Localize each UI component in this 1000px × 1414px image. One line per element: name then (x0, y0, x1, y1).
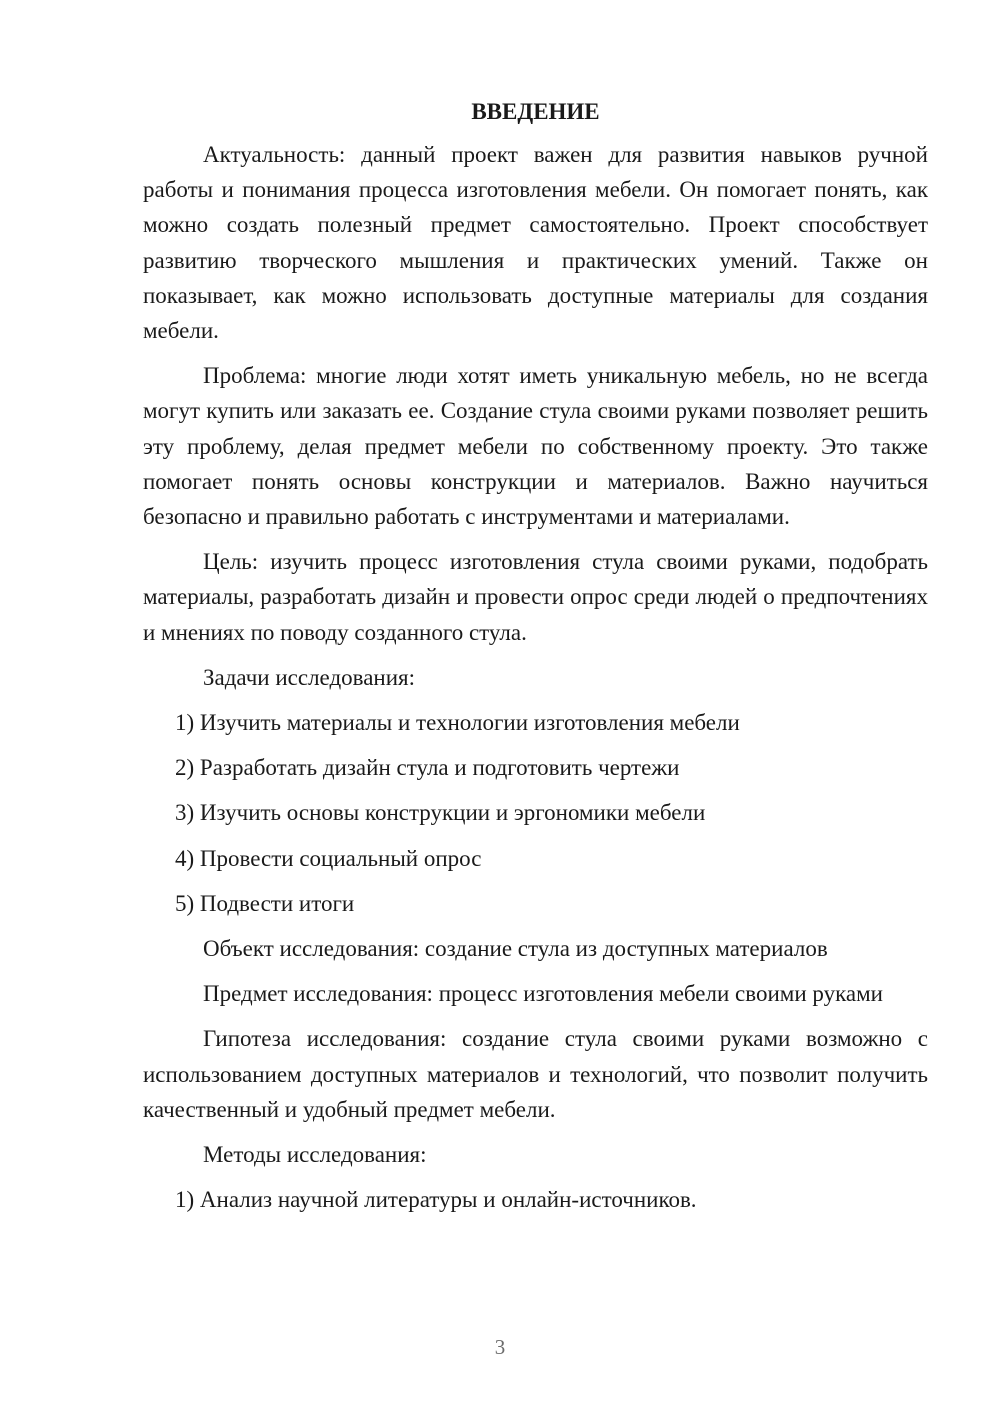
page-number: 3 (494, 1335, 506, 1359)
methods-list (143, 1182, 928, 1217)
goal-paragraph: Цель: изучить процесс изготовления стула своими руками, подобрать материалы, разработать дизайн и провести опрос среди людей о предпочтениях и мнениях по поводу созданного стула. (143, 549, 928, 645)
task-item: 1) Изучить материалы и технологии изготовления мебели (175, 710, 740, 736)
subject-paragraph: Предмет исследования: процесс изготовления мебели своими руками (203, 981, 883, 1007)
tasks-list (143, 705, 928, 921)
task-item: 2) Разработать дизайн стула и подготовить чертежи (175, 755, 680, 781)
task-item: 4) Провести социальный опрос (175, 845, 482, 871)
method-item: 1) Анализ научной литературы и онлайн-источников. (175, 1187, 697, 1213)
methods-heading: Методы исследования: (203, 1142, 427, 1168)
hypothesis-paragraph: Гипотеза исследования: создание стула своими руками возможно с использованием доступных материалов и технологий, что позволит получить качественный и удобный предмет мебели. (143, 1026, 928, 1122)
tasks-heading: Задачи исследования: (203, 664, 416, 690)
relevance-paragraph: Актуальность: данный проект важен для развития навыков ручной работы и понимания процесса изготовления мебели. Он помогает понять, как можно создать полезный предмет самостоятельно. Проект способствует развитию творческого мышления и практических умений. Также он показывает, как можно использовать доступные материалы для создания мебели. (143, 142, 928, 344)
task-item: 5) Подвести итоги (175, 890, 355, 916)
problem-paragraph: Проблема: многие люди хотят иметь уникальную мебель, но не всегда могут купить или заказать ее. Создание стула своими руками позволяет решить эту проблему, делая предмет мебели по собственному проекту. Это также помогает понять основы конструкции и материалов. Важно научиться безопасно и правильно работать с инструментами и материалами. (143, 363, 928, 530)
task-item: 3) Изучить основы конструкции и эргономики мебели (175, 800, 706, 826)
section-title: ВВЕДЕНИЕ (471, 99, 600, 124)
object-line: Объект исследования: создание стула из доступных материалов (203, 936, 828, 962)
document-page (143, 95, 928, 1227)
